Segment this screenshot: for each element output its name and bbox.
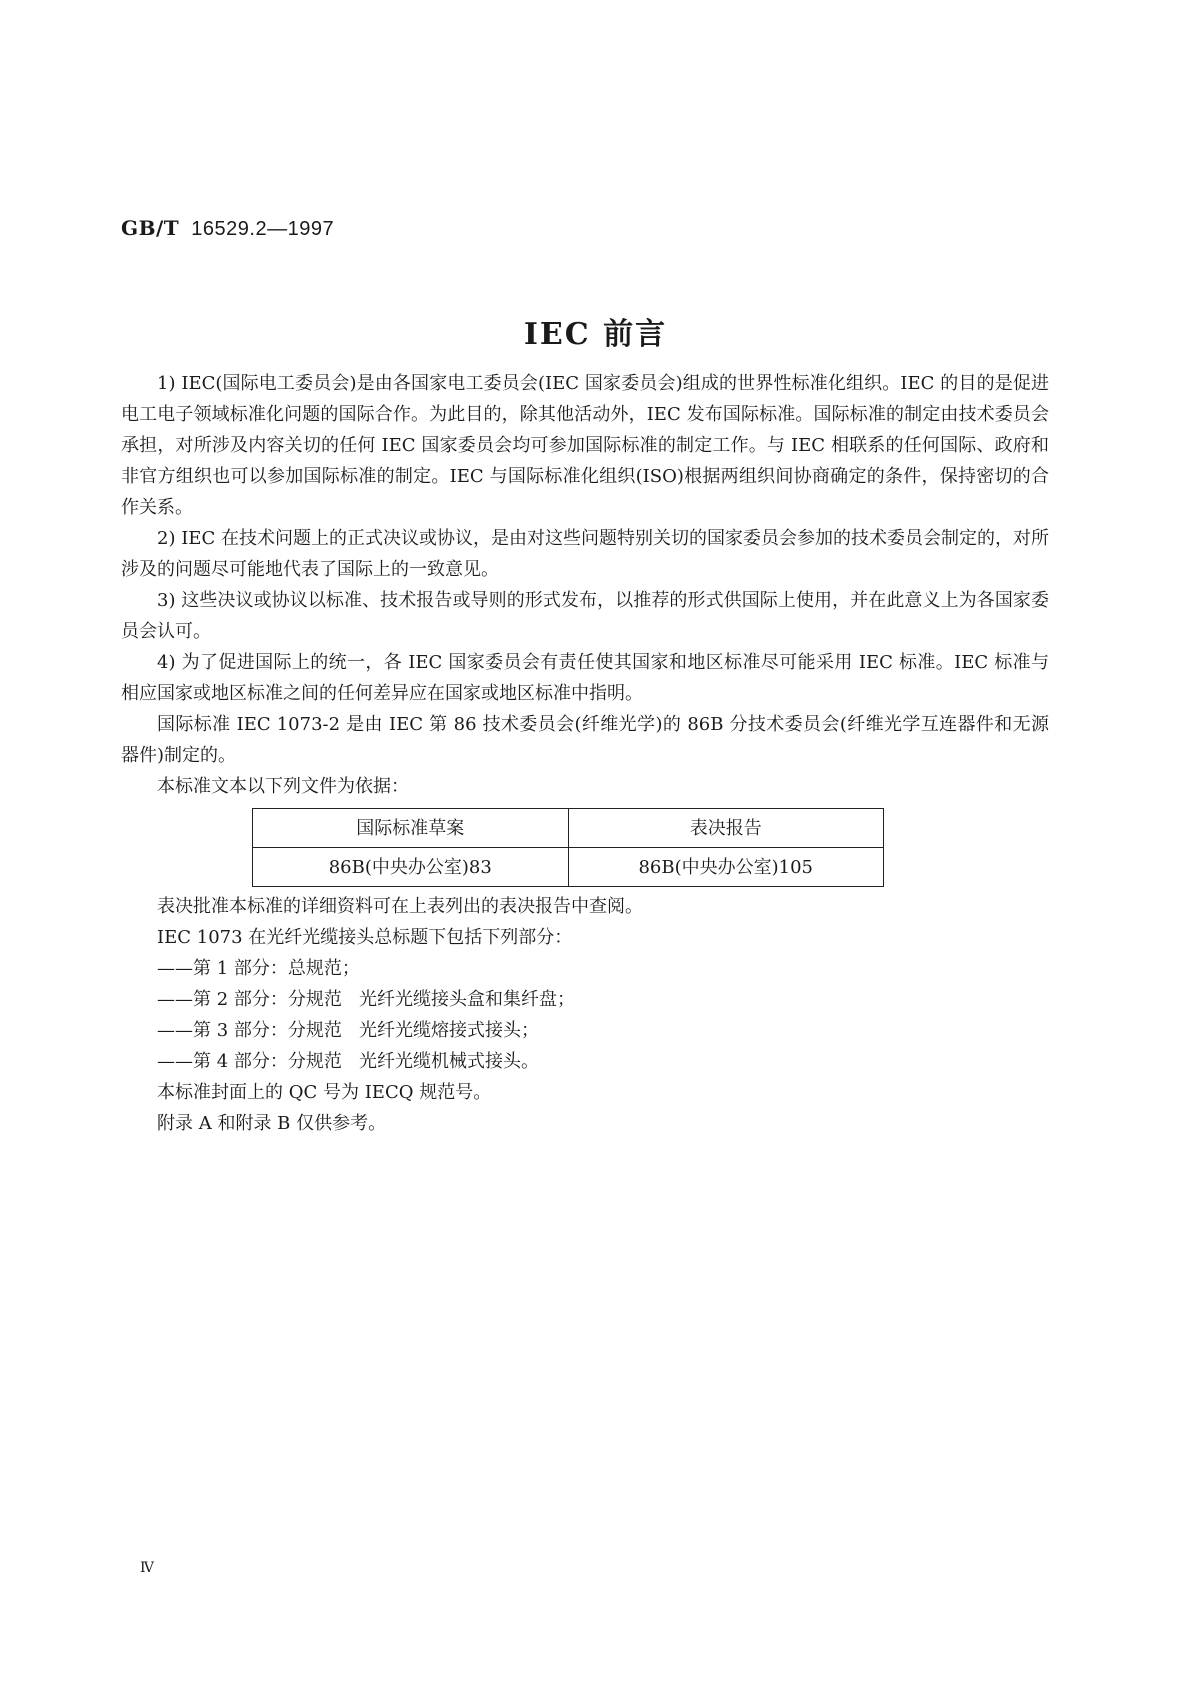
body-text [121, 368, 1049, 1139]
standard-code [121, 216, 334, 241]
after-table-text-1: 表决批准本标准的详细资料可在上表列出的表决报告中查阅。 [157, 896, 643, 917]
table-header-row [253, 809, 884, 848]
page-number: Ⅳ [140, 1560, 154, 1576]
basis-documents-table [252, 808, 884, 887]
table-header-cell: 国际标准草案 [253, 809, 569, 848]
list-item: ——第 1 部分：总规范； [157, 958, 360, 979]
standard-prefix: GB/T [121, 216, 180, 240]
closing-text-2: 附录 A 和附录 B 仅供参考。 [157, 1113, 387, 1134]
paragraph-6: 本标准文本以下列文件为依据： [157, 776, 409, 797]
table-row [253, 848, 884, 887]
closing-text-1: 本标准封面上的 QC 号为 IECQ 规范号。 [157, 1082, 492, 1103]
paragraph-5: 国际标准 IEC 1073-2 是由 IEC 第 86 技术委员会(纤维光学)的 86B 分技术委员会(纤维光学互连器件和无源器件)制定的。 [121, 714, 1049, 766]
table-cell: 86B(中央办公室)105 [568, 848, 884, 887]
table-header-cell: 表决报告 [568, 809, 884, 848]
list-item: ——第 3 部分：分规范 光纤光缆熔接式接头； [157, 1020, 540, 1041]
list-item: ——第 4 部分：分规范 光纤光缆机械式接头。 [157, 1051, 540, 1072]
paragraph-4: 4) 为了促进国际上的统一，各 IEC 国家委员会有责任使其国家和地区标准尽可能采用 IEC 标准。IEC 标准与相应国家或地区标准之间的任何差异应在国家或地区标准中指明。 [121, 652, 1049, 704]
paragraph-3: 3) 这些决议或协议以标准、技术报告或导则的形式发布，以推荐的形式供国际上使用，并在此意义上为各国家委员会认可。 [121, 590, 1049, 642]
table-cell: 86B(中央办公室)83 [253, 848, 569, 887]
page-title: IEC 前言 [523, 317, 668, 352]
list-item: ——第 2 部分：分规范 光纤光缆接头盒和集纤盘； [157, 989, 576, 1010]
standard-number: 16529.2—1997 [191, 218, 335, 240]
paragraph-1: 1) IEC(国际电工委员会)是由各国家电工委员会(IEC 国家委员会)组成的世界性标准化组织。IEC 的目的是促进电工电子领域标准化问题的国际合作。为此目的，除其他活动外，IEC 发布国际标准。国际标准的制定由技术委员会承担，对所涉及内容关切的任何 IEC 国家委员会均可参加国际标准的制定工作。与 IEC 相联系的任何国际、政府和非官方组织也可以参加国际标准的制定。IEC 与国际标准化组织(ISO)根据两组织间协商确定的条件，保持密切的合作关系。 [121, 373, 1049, 518]
paragraph-2: 2) IEC 在技术问题上的正式决议或协议，是由对这些问题特别关切的国家委员会参加的技术委员会制定的，对所涉及的问题尽可能地代表了国际上的一致意见。 [121, 528, 1049, 580]
after-table-text-2: IEC 1073 在光纤光缆接头总标题下包括下列部分： [157, 927, 573, 948]
